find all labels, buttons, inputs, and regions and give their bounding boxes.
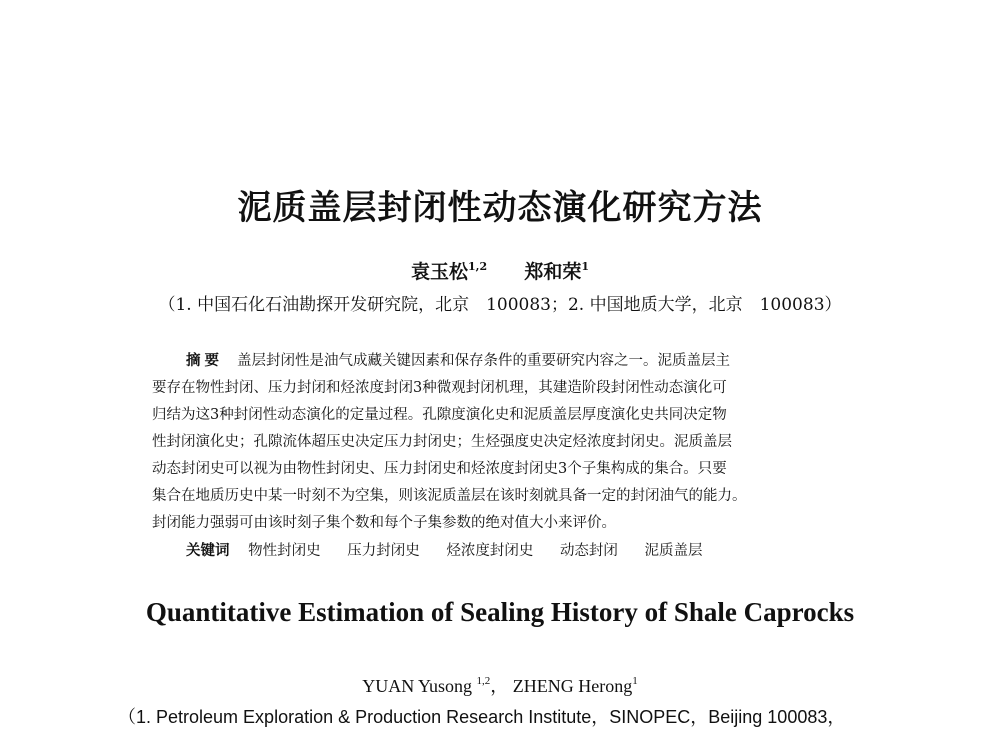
keyword: 泥质盖层 xyxy=(644,543,703,559)
keyword: 烃浓度封闭史 xyxy=(446,543,534,559)
abstract-line: 集合在地质历史中某一时刻不为空集，则该泥质盖层在该时刻就具备一定的封闭油气的能力。 xyxy=(152,488,747,504)
author-name: 郑和荣 xyxy=(524,261,582,283)
keywords-line xyxy=(152,537,872,565)
abstract-label: 摘要 xyxy=(186,352,223,369)
author-affiliation-mark: 1,2 xyxy=(476,675,491,687)
keyword: 压力封闭史 xyxy=(347,543,420,559)
keywords-label: 关键词 xyxy=(186,542,230,559)
abstract-chinese xyxy=(152,347,872,565)
abstract-line: 动态封闭史可以视为由物性封闭史、压力封闭史和烃浓度封闭史3个子集构成的集合。只要 xyxy=(152,461,727,477)
author-name: 袁玉松 xyxy=(410,261,468,283)
title-chinese: 泥质盖层封闭性动态演化研究方法 xyxy=(237,188,763,228)
affiliation-english: （1. Petroleum Exploration & Production Research Institute，SINOPEC，Beijing 100083， xyxy=(118,707,846,727)
author-affiliation-mark: 1,2 xyxy=(467,260,488,273)
affiliation-chinese: （1. 中国石化石油勘探开发研究院，北京 100083；2. 中国地质大学，北京 100083） xyxy=(158,295,842,315)
abstract-text: 盖层封闭性是油气成藏关键因素和保存条件的重要研究内容之一。泥质盖层主 xyxy=(237,353,730,369)
abstract-line xyxy=(152,347,872,375)
keyword: 动态封闭 xyxy=(559,543,618,559)
authors-chinese xyxy=(0,257,1000,284)
abstract-line: 要存在物性封闭、压力封闭和烃浓度封闭3种微观封闭机理，其建造阶段封闭性动态演化可 xyxy=(152,380,727,396)
author-name: ZHENG Herong xyxy=(512,676,633,696)
author-name: YUAN Yusong xyxy=(362,676,473,696)
authors-english: YUAN Yusong $^{1,2}$， ZHENG Herong$^1$ xyxy=(362,675,638,696)
title-english: Quantitative Estimation of Sealing History of Shale Caprocks xyxy=(145,597,855,627)
abstract-line: 性封闭演化史；孔隙流体超压史决定压力封闭史；生烃强度史决定烃浓度封闭史。泥质盖层 xyxy=(152,434,732,450)
abstract-line: 封闭能力强弱可由该时刻子集个数和每个子集参数的绝对值大小来评价。 xyxy=(152,515,616,531)
author-affiliation-mark: 1 xyxy=(632,675,638,687)
author-affiliation-mark: 1 xyxy=(581,260,590,273)
abstract-line: 归结为这3种封闭性动态演化的定量过程。孔隙度演化史和泥质盖层厚度演化史共同决定物 xyxy=(152,407,727,423)
keyword: 物性封闭史 xyxy=(248,543,321,559)
